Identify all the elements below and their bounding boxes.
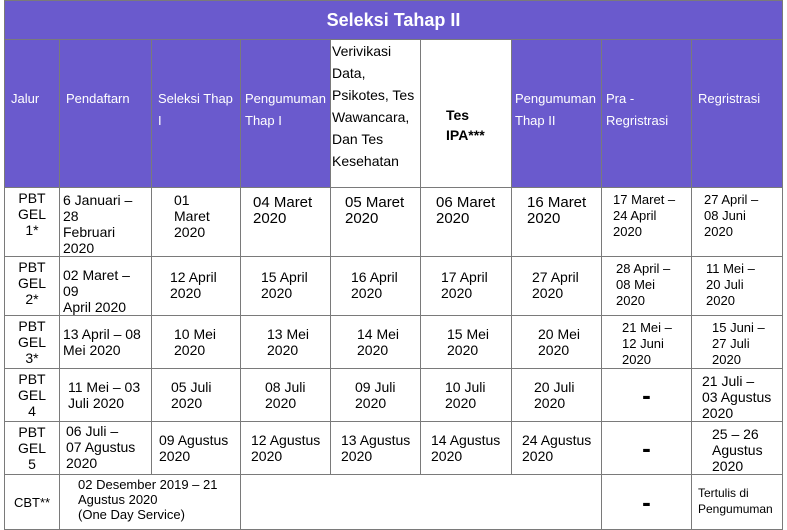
cell-seleksi-1: 09 Agustus 2020 xyxy=(152,422,241,475)
table-row xyxy=(5,316,783,369)
cell-pengumuman-2: 27 April 2020 xyxy=(512,257,602,316)
cell-pendaftaran: 6 Januari – 28 Februari 2020 xyxy=(60,188,152,257)
cell-jalur: PBT GEL 5 xyxy=(5,422,60,475)
cell-tes-ipa: 17 April 2020 xyxy=(421,257,512,316)
schedule-table xyxy=(4,0,783,530)
table-row xyxy=(5,369,783,422)
cell-registrasi: Tertulis di Pengumuman xyxy=(692,475,783,530)
cell-jalur: PBT GEL 3* xyxy=(5,316,60,369)
cell-pengumuman-1: 13 Mei 2020 xyxy=(241,316,331,369)
cell-seleksi-1: 12 April 2020 xyxy=(152,257,241,316)
table-row xyxy=(5,188,783,257)
cell-praregistrasi: 21 Mei – 12 Juni 2020 xyxy=(602,316,692,369)
cell-registrasi: 21 Juli – 03 Agustus 2020 xyxy=(692,369,783,422)
header-tes-ipa: Tes IPA*** xyxy=(421,40,512,188)
cell-pendaftaran: 13 April – 08 Mei 2020 xyxy=(60,316,152,369)
table-title: Seleksi Tahap II xyxy=(5,1,783,40)
header-praregistrasi: Pra - Regristrasi xyxy=(602,40,692,188)
cell-jalur: PBT GEL 4 xyxy=(5,369,60,422)
cell-pengumuman-1: 08 Juli 2020 xyxy=(241,369,331,422)
table-row xyxy=(5,257,783,316)
cell-registrasi: 15 Juni – 27 Juli 2020 xyxy=(692,316,783,369)
table-row xyxy=(5,422,783,475)
header-seleksi-1: Seleksi Thap I xyxy=(152,40,241,188)
cell-praregistrasi: - xyxy=(602,369,692,422)
cell-jalur: PBT GEL 2* xyxy=(5,257,60,316)
cell-tes-ipa: 15 Mei 2020 xyxy=(421,316,512,369)
cell-tes-ipa: 10 Juli 2020 xyxy=(421,369,512,422)
cell-pengumuman-2: 20 Mei 2020 xyxy=(512,316,602,369)
cell-praregistrasi: - xyxy=(602,422,692,475)
table-row-cbt xyxy=(5,475,783,530)
header-registrasi: Regristrasi xyxy=(692,40,783,188)
cell-jalur: CBT** xyxy=(5,475,60,530)
cell-tes-ipa: 14 Agustus 2020 xyxy=(421,422,512,475)
cell-praregistrasi: 28 April – 08 Mei 2020 xyxy=(602,257,692,316)
cell-pendaftaran: 11 Mei – 03 Juli 2020 xyxy=(60,369,152,422)
cell-pendaftaran: 06 Juli – 07 Agustus 2020 xyxy=(60,422,152,475)
header-pendaftaran: Pendaftarn xyxy=(60,40,152,188)
cell-empty xyxy=(241,475,602,530)
header-verifikasi: Verivikasi Data, Psikotes, Tes Wawancara, Dan Tes Kesehatan xyxy=(331,40,421,188)
cell-praregistrasi: 17 Maret – 24 April 2020 xyxy=(602,188,692,257)
cell-verifikasi: 14 Mei 2020 xyxy=(331,316,421,369)
cell-praregistrasi: - xyxy=(602,475,692,530)
cell-pengumuman-2: 20 Juli 2020 xyxy=(512,369,602,422)
header-jalur: Jalur xyxy=(5,40,60,188)
cell-pengumuman-1: 15 April 2020 xyxy=(241,257,331,316)
cell-pendaftaran: 02 Desember 2019 – 21 Agustus 2020 (One Day Service) xyxy=(60,475,241,530)
cell-pengumuman-2: 24 Agustus 2020 xyxy=(512,422,602,475)
cell-registrasi: 25 – 26 Agustus 2020 xyxy=(692,422,783,475)
cell-jalur: PBT GEL 1* xyxy=(5,188,60,257)
cell-registrasi: 11 Mei – 20 Juli 2020 xyxy=(692,257,783,316)
cell-seleksi-1: 05 Juli 2020 xyxy=(152,369,241,422)
cell-tes-ipa: 06 Maret 2020 xyxy=(421,188,512,257)
cell-verifikasi: 09 Juli 2020 xyxy=(331,369,421,422)
cell-pengumuman-2: 16 Maret 2020 xyxy=(512,188,602,257)
cell-seleksi-1: 01 Maret 2020 xyxy=(152,188,241,257)
cell-verifikasi: 05 Maret 2020 xyxy=(331,188,421,257)
cell-pengumuman-1: 04 Maret 2020 xyxy=(241,188,331,257)
cell-pengumuman-1: 12 Agustus 2020 xyxy=(241,422,331,475)
cell-seleksi-1: 10 Mei 2020 xyxy=(152,316,241,369)
cell-pendaftaran: 02 Maret – 09 April 2020 xyxy=(60,257,152,316)
cell-registrasi: 27 April – 08 Juni 2020 xyxy=(692,188,783,257)
header-pengumuman-1: Pengumuman Thap I xyxy=(241,40,331,188)
header-pengumuman-2: Pengumuman Thap II xyxy=(512,40,602,188)
cell-verifikasi: 16 April 2020 xyxy=(331,257,421,316)
cell-verifikasi: 13 Agustus 2020 xyxy=(331,422,421,475)
